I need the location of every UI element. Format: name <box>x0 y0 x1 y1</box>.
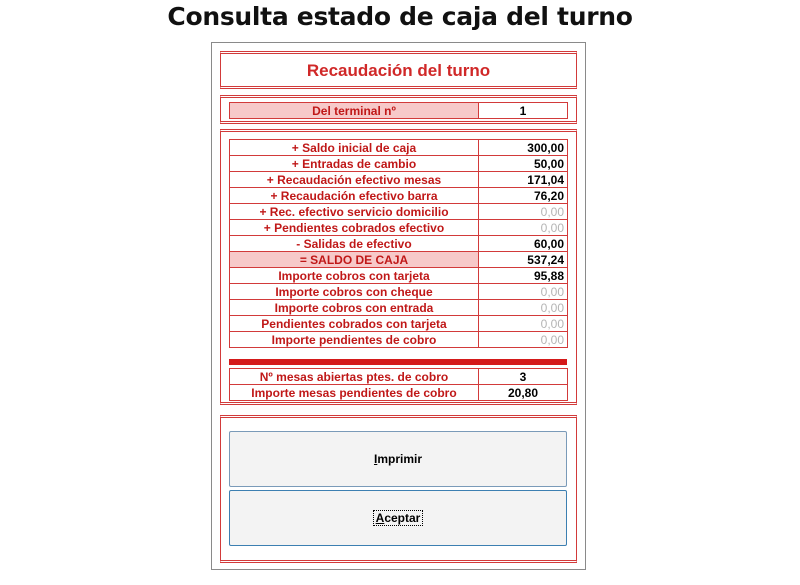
pending-row <box>230 385 568 401</box>
summary-row <box>230 252 568 268</box>
summary-row-value: 171,04 <box>479 172 568 188</box>
summary-row <box>230 316 568 332</box>
summary-row-value: 0,00 <box>479 316 568 332</box>
summary-row <box>230 284 568 300</box>
summary-row <box>230 156 568 172</box>
terminal-panel <box>220 95 577 124</box>
section-separator <box>229 359 567 365</box>
summary-row-label: Pendientes cobrados con tarjeta <box>230 316 479 332</box>
summary-row <box>230 204 568 220</box>
summary-row-label: + Pendientes cobrados efectivo <box>230 220 479 236</box>
summary-row-value: 95,88 <box>479 268 568 284</box>
summary-row <box>230 220 568 236</box>
title-panel <box>220 51 577 89</box>
terminal-row <box>230 103 568 119</box>
summary-row <box>230 332 568 348</box>
print-button-label: Imprimir <box>373 452 423 466</box>
dialog-title: Recaudación del turno <box>306 61 491 80</box>
pending-row-label: Nº mesas abiertas ptes. de cobro <box>230 369 479 385</box>
summary-row <box>230 300 568 316</box>
summary-table <box>229 139 568 348</box>
summary-row-value: 0,00 <box>479 284 568 300</box>
pending-row-value: 3 <box>479 369 568 385</box>
summary-row-label: Importe pendientes de cobro <box>230 332 479 348</box>
summary-row-label: Importe cobros con entrada <box>230 300 479 316</box>
terminal-table <box>229 102 568 119</box>
cash-status-dialog <box>211 42 586 570</box>
summary-row-value: 0,00 <box>479 332 568 348</box>
summary-row <box>230 140 568 156</box>
summary-row-value: 76,20 <box>479 188 568 204</box>
summary-row-label: Importe cobros con tarjeta <box>230 268 479 284</box>
terminal-value: 1 <box>479 103 568 119</box>
summary-row-label: + Rec. efectivo servicio domicilio <box>230 204 479 220</box>
summary-row-value: 50,00 <box>479 156 568 172</box>
pending-tables-table <box>229 368 568 401</box>
page-heading: Consulta estado de caja del turno <box>167 2 633 31</box>
summary-row <box>230 268 568 284</box>
summary-row <box>230 188 568 204</box>
summary-row <box>230 236 568 252</box>
terminal-label: Del terminal nº <box>230 103 479 119</box>
pending-row-value: 20,80 <box>479 385 568 401</box>
print-button[interactable] <box>229 431 567 487</box>
summary-row-value: 0,00 <box>479 204 568 220</box>
summary-panel <box>220 129 577 405</box>
pending-row-label: Importe mesas pendientes de cobro <box>230 385 479 401</box>
summary-row-label: - Salidas de efectivo <box>230 236 479 252</box>
pending-row <box>230 369 568 385</box>
summary-row-label: = SALDO DE CAJA <box>230 252 479 268</box>
summary-row-value: 60,00 <box>479 236 568 252</box>
accept-button[interactable] <box>229 490 567 546</box>
summary-row <box>230 172 568 188</box>
summary-row-label: + Recaudación efectivo barra <box>230 188 479 204</box>
summary-row-label: + Entradas de cambio <box>230 156 479 172</box>
summary-row-value: 0,00 <box>479 220 568 236</box>
summary-row-value: 300,00 <box>479 140 568 156</box>
summary-row-value: 537,24 <box>479 252 568 268</box>
summary-row-label: + Saldo inicial de caja <box>230 140 479 156</box>
accept-button-label: Aceptar <box>375 511 421 525</box>
buttons-panel <box>220 415 577 563</box>
summary-row-label: + Recaudación efectivo mesas <box>230 172 479 188</box>
summary-row-label: Importe cobros con cheque <box>230 284 479 300</box>
summary-row-value: 0,00 <box>479 300 568 316</box>
